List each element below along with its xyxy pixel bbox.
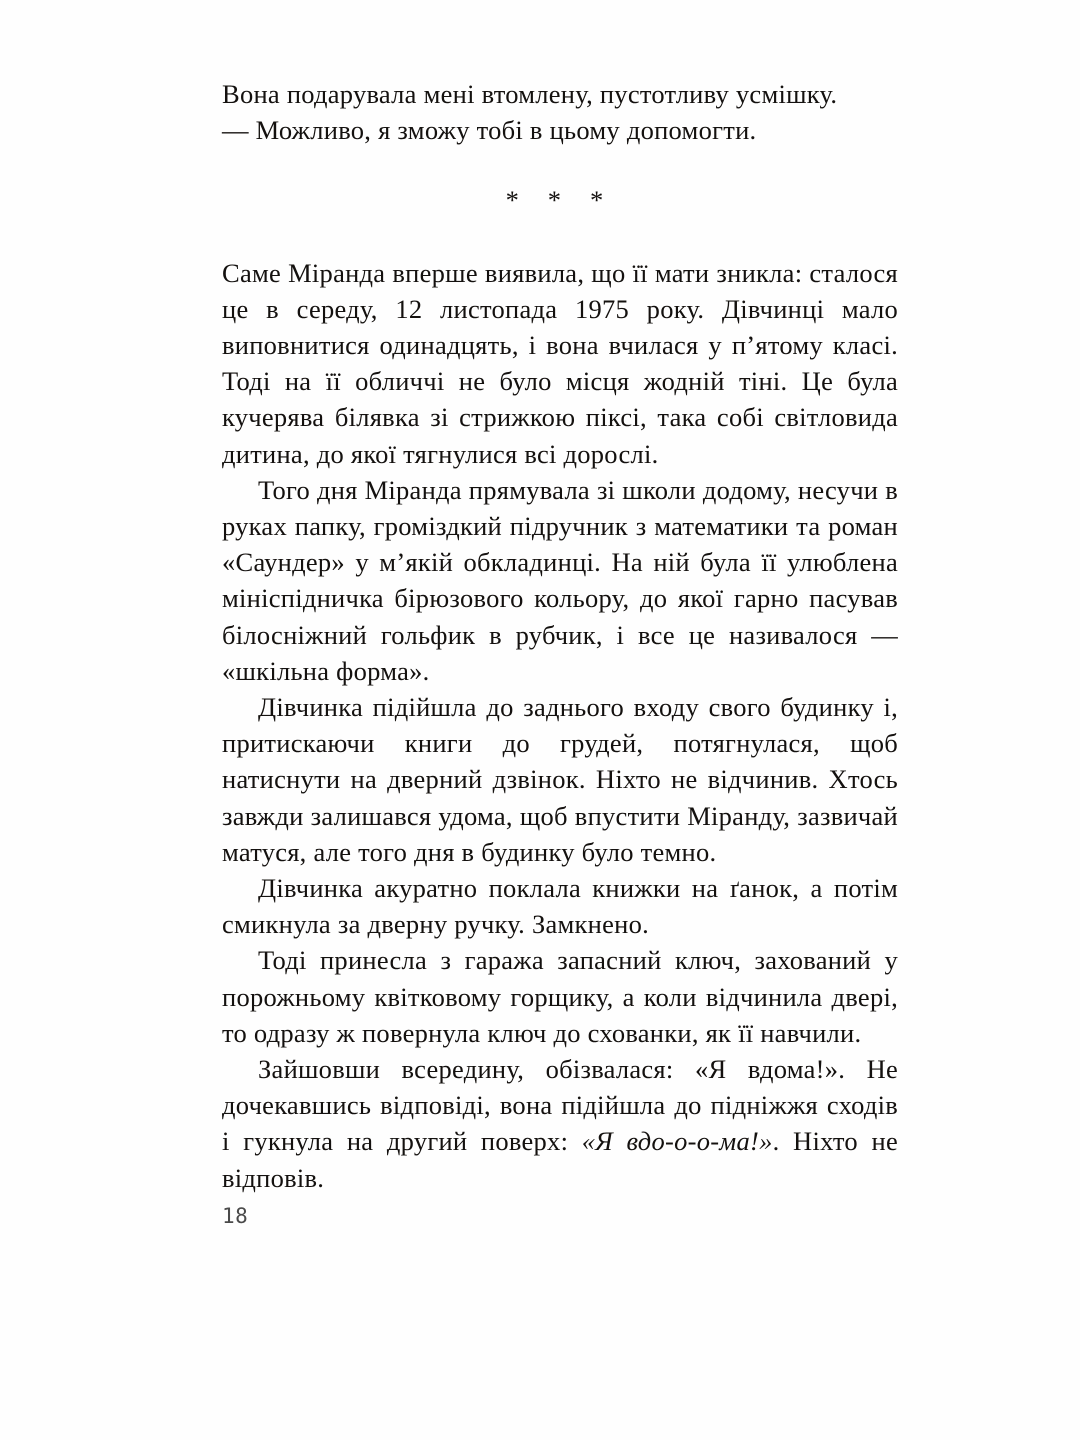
dialogue-line-1: Вона подарувала мені втомлену, пустотливу усмішку. <box>222 79 838 109</box>
body-paragraph: Того дня Міранда прямувала зі школи додому, несучи в руках папку, громіздкий підручник з математики та роман «Саундер» у м’якій обкладинці. На ній була її улюблена мініспідничка бірюзового кольору, до якої гарно пасував білосніжний гольфик в рубчик, і все це називалося — «шкільна форма». <box>222 474 898 686</box>
paragraph-text-before-emphasis: Зайшовши всередину, обізвалася: «Я вдома!». Не дочекавшись відповіді, вона підійшла до підніжжя сходів і гукнула на другий поверх: <box>222 1054 898 1157</box>
body-paragraph: Дівчинка акуратно поклала книжки на ґанок, а потім смикнула за дверну ручку. Замкнено. <box>222 873 898 940</box>
text-column <box>222 76 898 1196</box>
spacer-after-scene-break <box>222 219 898 255</box>
body-paragraph: Саме Міранда вперше виявила, що її мати зникла: сталося це в середу, 12 листопада 1975 року. Дівчинці мало виповнитися одинадцять, і вона вчилася у п’ятому класі. Тоді на її обличчі не було місця жодній тіні. Це була кучерява білявка зі стрижкою піксі, така собі світловида дитина, до якої тягнулися всі дорослі. <box>222 257 898 469</box>
page-number: 18 <box>222 1204 249 1228</box>
body-paragraph-with-emphasis <box>222 1051 898 1196</box>
emphasised-quote: «Я вдо-о-о-ма!» <box>581 1126 773 1157</box>
body-paragraph: Тоді принесла з гаража запасний ключ, захований у порожньому квітковому горщику, а коли відчинила двері, то одразу ж повернула ключ до схованки, як її навчили. <box>222 945 898 1048</box>
scene-break-asterisks: * * * <box>505 185 615 216</box>
paragraph-text-after-emphasis: . Ніхто не відповів. <box>222 1126 898 1193</box>
dialogue-line-2: — Можливо, я зможу тобі в цьому допомогти. <box>222 115 757 146</box>
body-paragraph: Дівчинка підійшла до заднього входу свого будинку і, притискаючи книги до грудей, потягнулася, щоб натиснути на дверний дзвінок. Ніхто не відчинив. Хтось завжди залишався удома, щоб впустити Міранду, зазвичай матуся, але того дня в будинку було темно. <box>222 692 898 867</box>
spacer-after-dialogue <box>222 148 898 182</box>
